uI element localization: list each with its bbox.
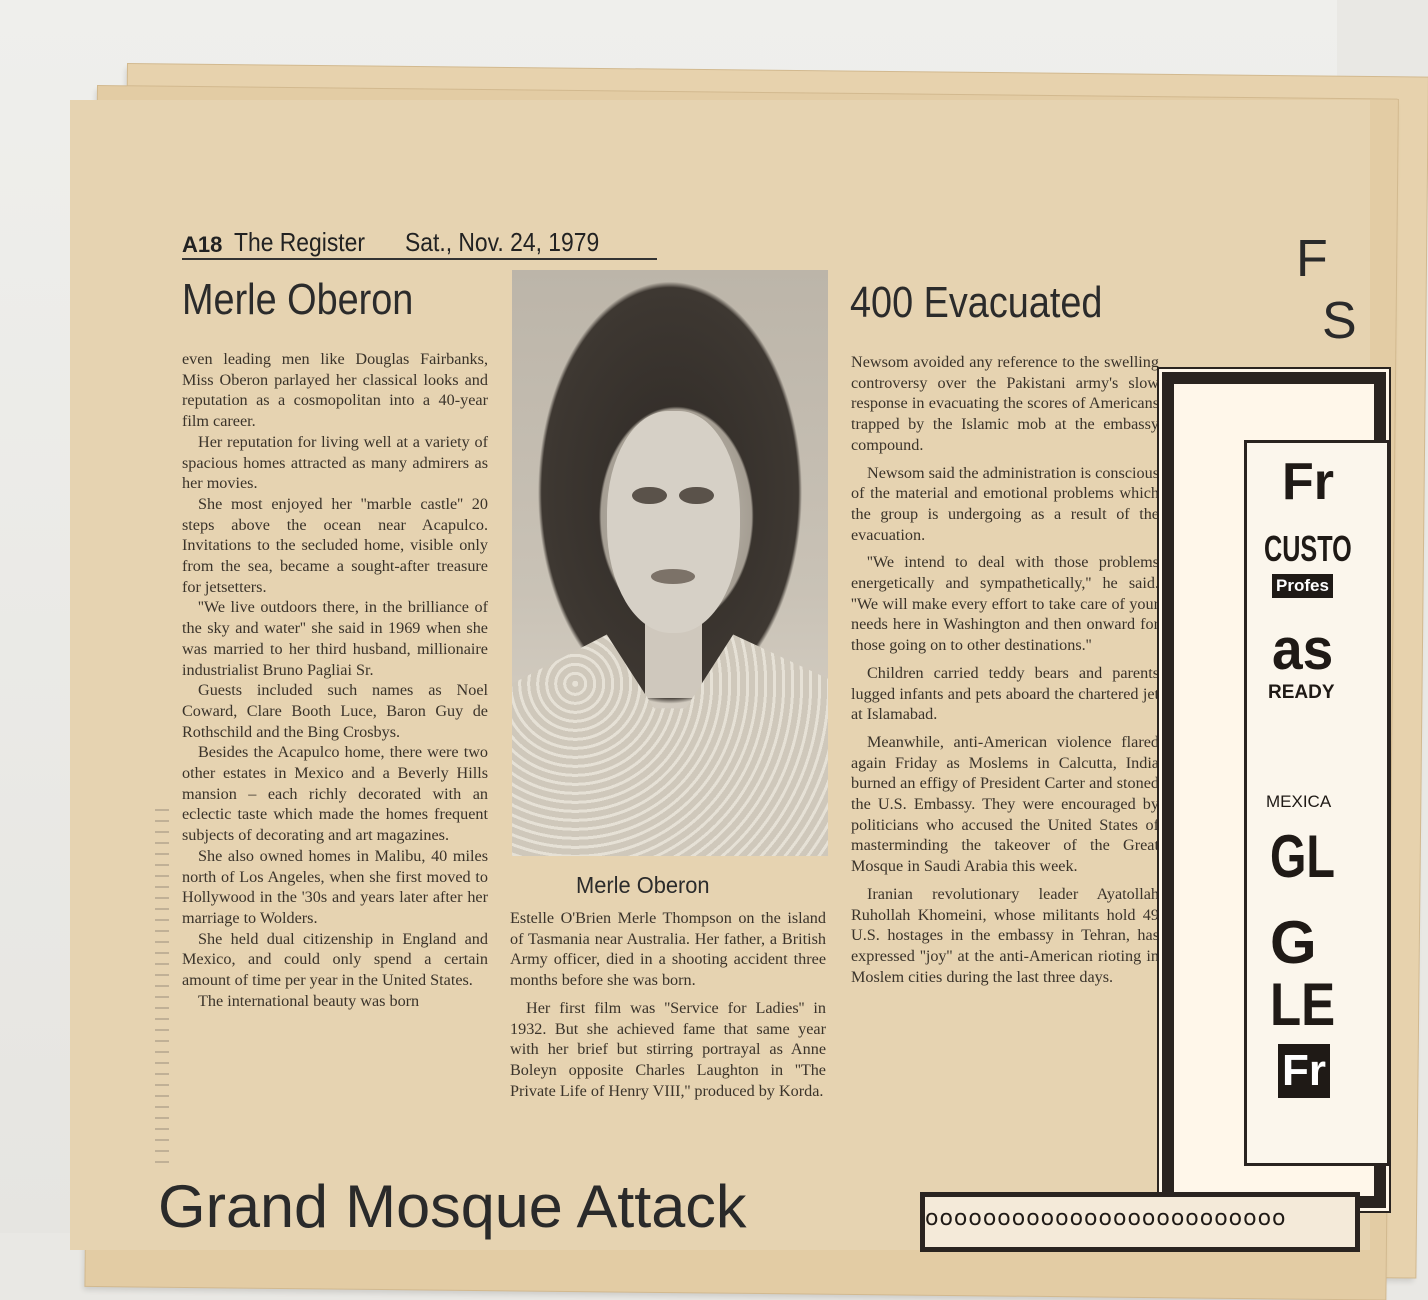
print-margin-mark xyxy=(155,800,169,1170)
paragraph: Guests included such names as Noel Coward, Clare Booth Luce, Baron Guy de Rothschild and the Bing Crosbys. xyxy=(182,681,488,741)
advertisement-border-strip: ooooooooooooooooooooooooo xyxy=(920,1192,1360,1252)
article-headline: Merle Oberon xyxy=(182,275,414,324)
paragraph: ''We live outdoors there, in the brilliance of the sky and water'' she said in 1969 when she was married to her third husband, millionaire industrialist Bruno Pagliai Sr. xyxy=(182,598,488,679)
paragraph: She held dual citizenship in England and Mexico, and could only spend a certain amount of time per year in the United States. xyxy=(182,929,488,990)
ad-text: READY xyxy=(1268,682,1335,703)
paragraph: The international beauty was born xyxy=(198,991,420,1010)
ad-text: CUSTO xyxy=(1264,528,1352,569)
page-number: A18 xyxy=(182,232,223,257)
paragraph: Besides the Acapulco home, there were two other estates in Mexico and a Beverly Hills mansion – each richly decorated with an eclectic taste which made the homes frequent subjects of decorating and art magazines. xyxy=(182,743,488,845)
paragraph: Estelle O'Brien Merle Thompson on the island of Tasmania near Australia. Her father, a British Army officer, died in a shooting accident three months before she was born. xyxy=(510,909,826,990)
ad-text: LE xyxy=(1270,971,1336,1038)
paragraph: She most enjoyed her ''marble castle'' 20 steps above the ocean near Acapulco. Invitations to the secluded home, visible only from the sea, became a sought-after treasure for jetsetters. xyxy=(182,494,488,596)
paragraph: She also owned homes in Malibu, 40 miles north of Los Angeles, when she first moved to Hollywood in the '30s and years later after her marriage to Wolders. xyxy=(182,846,488,927)
paragraph: Children carried teddy bears and parents lugged infants and pets aboard the chartered jet at Islamabad. xyxy=(851,663,1159,724)
paragraph: Meanwhile, anti-American violence flared again Friday as Moslems in Calcutta, India burned an effigy of President Carter and stoned the U.S. Embassy. They were encouraged by politicians who accused the United States of masterminding the takeover of the Great Mosque in Saudi Arabia this week. xyxy=(851,732,1159,876)
paragraph: Her first film was ''Service for Ladies'' in 1932. But she achieved fame that same year with her brief but stirring portrayal as Anne Boleyn opposite Charles Laughton in ''The Private Life of Henry VIII,'' produced by Korda. xyxy=(510,998,826,1100)
ad-text: Fr xyxy=(1278,1044,1330,1098)
paragraph: Newsom said the administration is conscious of the material and emotional problems which the group is undergoing as a result of the evacuation. xyxy=(851,463,1159,544)
issue-date: Sat., Nov. 24, 1979 xyxy=(405,227,600,257)
paragraph: ''We intend to deal with those problems energetically and sympathetically,'' he said. ''We will make every effort to take care of your needs here in Washington and then onward for those going on to other destinations.'' xyxy=(851,553,1159,655)
advertisement-frame xyxy=(1162,372,1386,1208)
paragraph: Newsom avoided any reference to the swelling controversy over the Pakistani army's slow response in evacuating the scores of Americans trapped by the Islamic mob at the embassy compound. xyxy=(851,353,1159,454)
section-headline: Grand Mosque Attack xyxy=(158,1173,747,1240)
article-column-left xyxy=(182,349,488,1012)
ad-text: GL xyxy=(1270,823,1335,890)
ad-text: MEXICA xyxy=(1266,792,1332,811)
headline-fragment: S xyxy=(1322,292,1357,350)
paragraph: even leading men like Douglas Fairbanks, Miss Oberon parlayed her classical looks and reputation as a cosmopolitan into a 40-year film career. xyxy=(182,350,488,431)
paper-name: The Register xyxy=(234,227,366,257)
paragraph: Iranian revolutionary leader Ayatollah Ruhollah Khomeini, whose militants hold 49 U.S. hostages in the embassy in Tehran, has expressed ''joy'' at the anti-American rioting in Moslem cities during the last three days. xyxy=(851,884,1159,986)
article-column-right xyxy=(851,352,1159,994)
photo-caption: Merle Oberon xyxy=(576,872,710,898)
ad-text: Profes xyxy=(1272,574,1333,598)
article-column-middle xyxy=(510,908,826,1108)
article-headline: 400 Evacuated xyxy=(850,278,1103,327)
portrait-photo xyxy=(512,270,828,856)
paragraph: Her reputation for living well at a variety of spacious homes attracted as many admirers as her movies. xyxy=(182,432,488,493)
ad-text: as xyxy=(1272,617,1334,682)
masthead xyxy=(182,224,657,260)
headline-fragment: F xyxy=(1296,230,1328,288)
ad-text: Fr xyxy=(1282,453,1334,511)
ad-text: G xyxy=(1270,909,1317,976)
cropped-headline xyxy=(1296,228,1357,352)
